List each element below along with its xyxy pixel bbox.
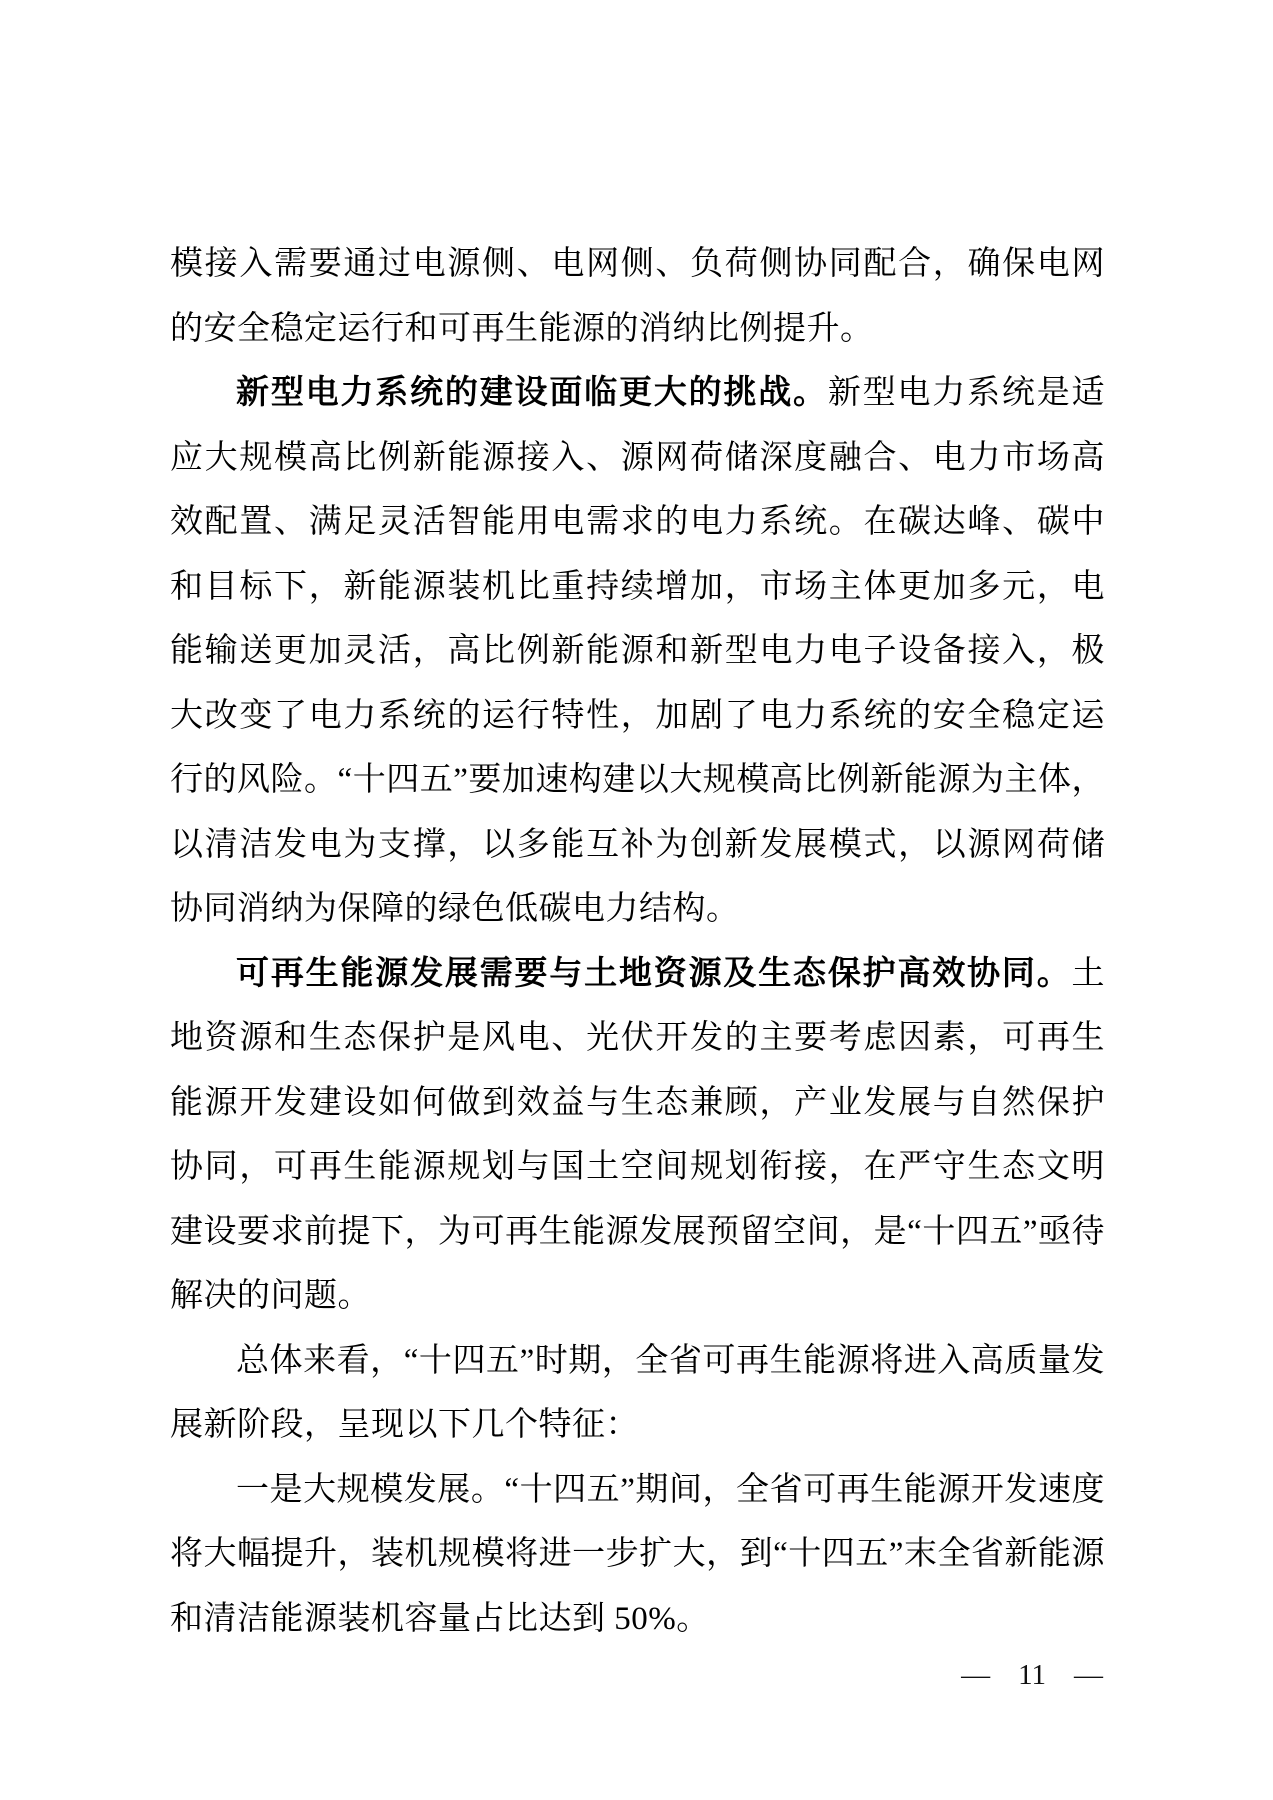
paragraph-lead-text: 可再生能源发展需要与土地资源及生态保护高效协同。 [236,955,1072,992]
page-number-left-dash: — [961,1659,991,1691]
paragraph-new-power-system [170,361,1105,942]
paragraph-body-text: 模接入需要通过电源侧、电网侧、负荷侧协同配合，确保电网的安全稳定运行和可再生能源的消纳比例提升。 [170,246,1105,347]
paragraph-body-text: 新型电力系统是适应大规模高比例新能源接入、源网荷储深度融合、电力市场高效配置、满足灵活智能用电需求的电力系统。在碳达峰、碳中和目标下，新能源装机比重持续增加，市场主体更加多元，电能输送更加灵活，高比例新能源和新型电力电子设备接入，极大改变了电力系统的运行特性，加剧了电力系统的安全稳定运行的风险。“十四五”要加速构建以大规模高比例新能源为主体，以清洁发电为支撑，以多能互补为创新发展模式，以源网荷储协同消纳为保障的绿色低碳电力结构。 [170,375,1105,927]
paragraph-feature-one [170,1458,1105,1652]
page-number-right-dash: — [1074,1659,1103,1691]
paragraph-continuation [170,232,1105,361]
paragraph-body-text: 一是大规模发展。“十四五”期间，全省可再生能源开发速度将大幅提升，装机规模将进一步扩大，到“十四五”末全省新能源和清洁能源装机容量占比达到 50%。 [170,1471,1105,1637]
page-number-value: 11 [1018,1659,1046,1691]
paragraph-lead-text: 新型电力系统的建设面临更大的挑战。 [236,375,828,411]
paragraph-body-text: 土地资源和生态保护是风电、光伏开发的主要考虑因素，可再生能源开发建设如何做到效益与生态兼顾，产业发展与自然保护协同，可再生能源规划与国土空间规划衔接，在严守生态文明建设要求前提下，为可再生能源发展预留空间，是“十四五”亟待解决的问题。 [170,955,1105,1314]
document-body [170,232,1105,1651]
page-number [961,1655,1103,1695]
paragraph-overview [170,1329,1105,1458]
paragraph-land-ecology [170,942,1105,1329]
paragraph-body-text: 总体来看，“十四五”时期，全省可再生能源将进入高质量发展新阶段，呈现以下几个特征： [170,1342,1105,1443]
